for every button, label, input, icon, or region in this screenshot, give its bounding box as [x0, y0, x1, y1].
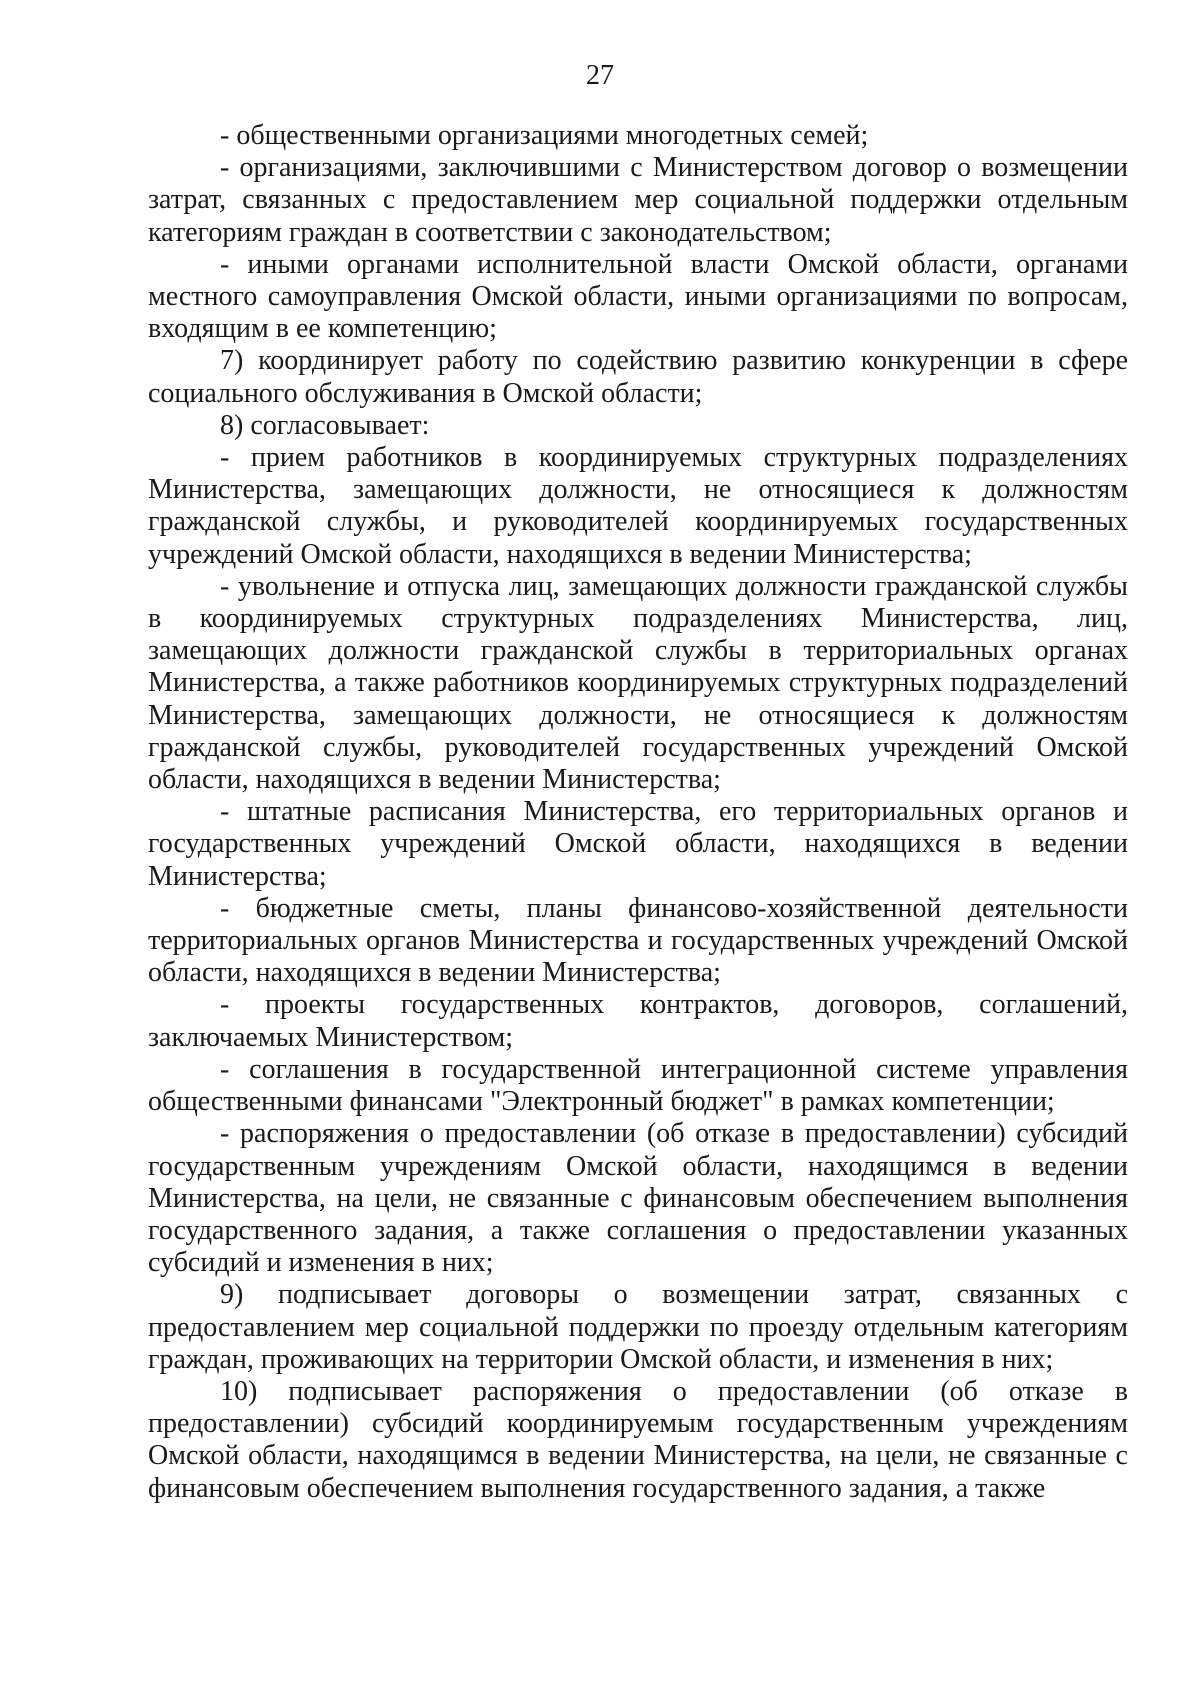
paragraph: - распоряжения о предоставлении (об отказе в предоставлении) субсидий государственным учреждениям Омской области, находящимся в ведении Министерства, на цели, не связанные с финансовым обеспечением выполнения государственного задания, а также соглашения о предоставлении указанных субсидий и изменения в них; [148, 1118, 1128, 1279]
paragraph: 7) координирует работу по содействию развитию конкуренции в сфере социального обслуживания в Омской области; [148, 345, 1128, 409]
document-body [148, 120, 1128, 1505]
paragraph: - организациями, заключившими с Министерством договор о возмещении затрат, связанных с предоставлением мер социальной поддержки отдельным категориям граждан в соответствии с законодательством; [148, 152, 1128, 248]
paragraph: - проекты государственных контрактов, договоров, соглашений, заключаемых Министерством; [148, 989, 1128, 1053]
paragraph: - соглашения в государственной интеграционной системе управления общественными финансами "Электронный бюджет" в рамках компетенции; [148, 1053, 1128, 1118]
paragraph: - бюджетные сметы, планы финансово-хозяйственной деятельности территориальных органов Министерства и государственных учреждений Омской области, находящихся в ведении Министерства; [148, 892, 1128, 989]
paragraph: 8) согласовывает: [220, 409, 430, 441]
paragraph: - иными органами исполнительной власти Омской области, органами местного самоуправления Омской области, иными организациями по вопросам, входящим в ее компетенцию; [148, 248, 1128, 345]
page-number: 27 [586, 60, 614, 91]
paragraph: - общественными организациями многодетных семей; [220, 120, 869, 151]
paragraph: 9) подписывает договоры о возмещении затрат, связанных с предоставлением мер социальной поддержки по проезду отдельным категориям граждан, проживающих на территории Омской области, и изменения в них; [148, 1279, 1128, 1375]
paragraph: - увольнение и отпуска лиц, замещающих должности гражданской службы в координируемых структурных подразделениях Министерства, лиц, замещающих должности гражданской службы в территориальных органах Министерства, а также работников координируемых структурных подразделений Министерства, замещающих должности, не относящиеся к должностям гражданской службы, руководителей государственных учреждений Омской области, находящихся в ведении Министерства; [148, 570, 1128, 796]
paragraph: - прием работников в координируемых структурных подразделениях Министерства, замещающих должности, не относящиеся к должностям гражданской службы, и руководителей координируемых государственных учреждений Омской области, находящихся в ведении Министерства; [148, 442, 1128, 570]
paragraph: - штатные расписания Министерства, его территориальных органов и государственных учреждений Омской области, находящихся в ведении Министерства; [148, 796, 1128, 892]
paragraph: 10) подписывает распоряжения о предоставлении (об отказе в предоставлении) субсидий координируемым государственным учреждениям Омской области, находящимся в ведении Министерства, на цели, не связанные с финансовым обеспечением выполнения государственного задания, а также [148, 1375, 1128, 1504]
